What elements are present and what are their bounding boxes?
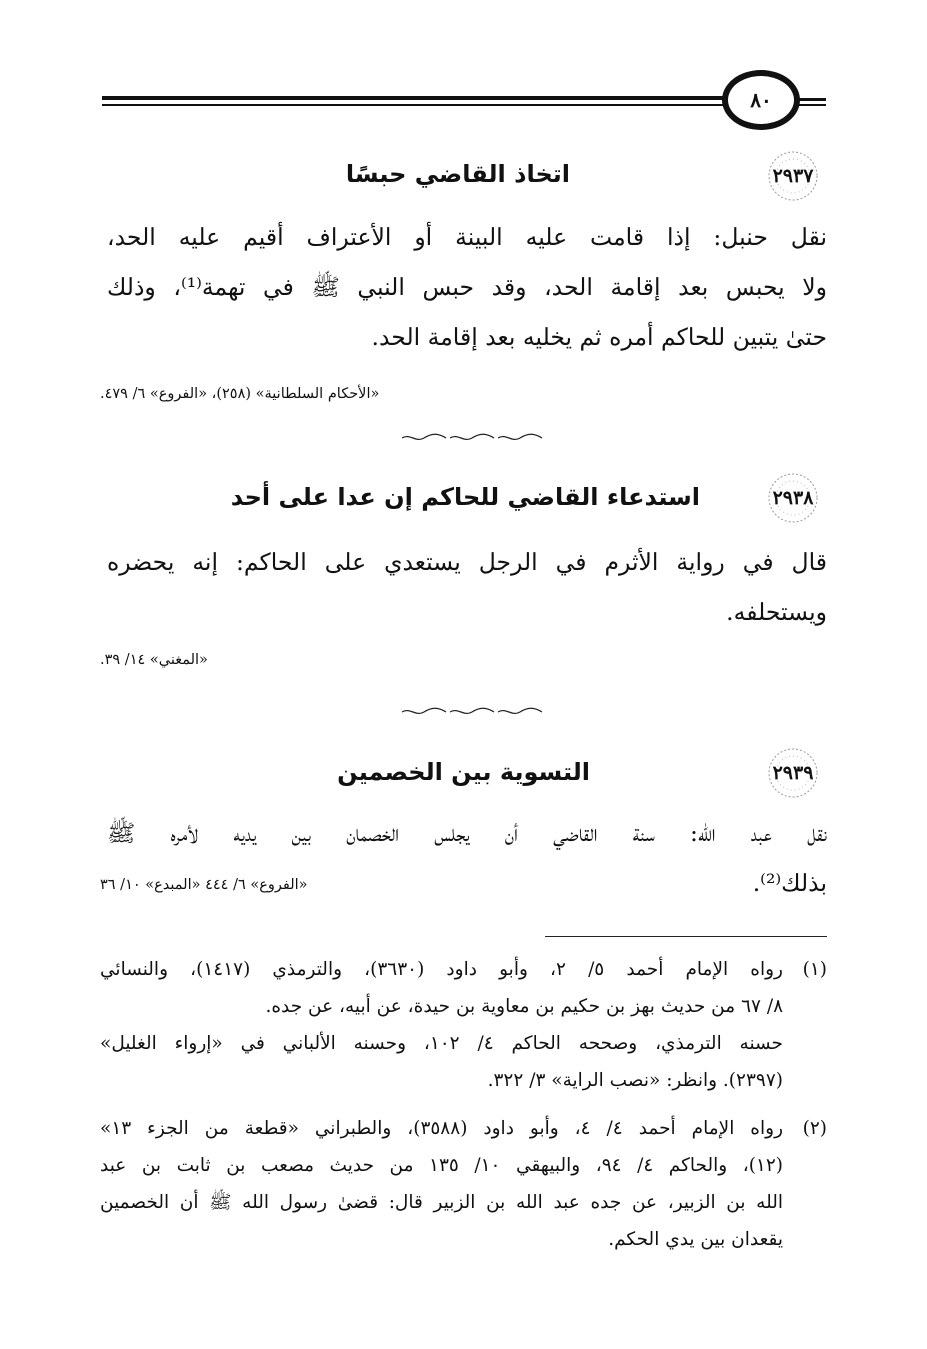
entry-number: ٢٩٣٨: [772, 487, 814, 509]
entry-title: اتخاذ القاضي حبسًا: [345, 160, 570, 188]
footnote-line: رواه الإمام أحمد ٤/ ٤، وأبو داود (٣٥٨٨)، والطبراني «قطعة من الجزء ١٣»: [100, 1118, 784, 1139]
entry-number: ٢٩٣٩: [772, 762, 814, 784]
entry-body: [107, 212, 827, 362]
divider-ornament: [400, 707, 544, 717]
body-line: ويستحلفه.: [726, 598, 827, 626]
footnote-line: (١٢)، والحاكم ٤/ ٩٤، والبيهقي ١٠/ ١٣٥ من حديث مصعب بن ثابت بن عبد: [100, 1155, 784, 1176]
body-line: بذلك⁽²⁾.: [752, 869, 827, 897]
entry-number: ٢٩٣٧: [772, 165, 814, 187]
footnote-marker: (٢): [802, 1118, 827, 1139]
entry-number-badge: [757, 148, 829, 204]
body-line: نقل عبد الله: سنة القاضي أن يجلس الخصمان بين يديه لأمره ﷺ: [107, 819, 827, 847]
page-number: ٨٠: [722, 70, 800, 130]
entry-body: [107, 808, 827, 908]
body-line: نقل حنبل: إذا قامت عليه البينة أو الأعتراف أقيم عليه الحد،: [107, 223, 827, 251]
body-line: ولا يحبس بعد إقامة الحد، وقد حبس النبي ﷺ في تهمة⁽¹⁾، وذلك: [107, 273, 827, 301]
source-reference: «الأحكام السلطانية» (٢٥٨)، «الفروع» ٦/ ٤٧٩.: [100, 386, 380, 402]
footnote: [100, 951, 827, 1099]
source-reference: «المغني» ١٤/ ٣٩.: [100, 652, 208, 668]
entry-title: التسوية بين الخصمين: [337, 758, 590, 786]
body-line: حتىٰ يتبين للحاكم أمره ثم يخليه بعد إقامة الحد.: [371, 323, 827, 351]
entry-number-badge: [757, 745, 829, 801]
footnote: [100, 1110, 827, 1258]
entry-number-badge: [757, 470, 829, 526]
footnote-line: يقعدان بين يدي الحكم.: [608, 1229, 783, 1250]
footnote-line: ٨/ ٦٧ من حديث بهز بن حكيم بن معاوية بن حيدة، عن أبيه، عن جده.: [265, 996, 783, 1017]
header-rule: [102, 92, 728, 114]
footnote-line: الله بن الزبير، عن جده عبد الله بن الزبير قال: قضىٰ رسول الله ﷺ أن الخصمين: [100, 1192, 783, 1213]
body-line: قال في رواية الأثرم في الرجل يستعدي على الحاكم: إنه يحضره: [107, 548, 827, 576]
divider-ornament: [400, 433, 544, 443]
footnote-marker: (١): [802, 959, 827, 980]
source-reference: «الفروع» ٦/ ٤٤٤ «المبدع» ١٠/ ٣٦: [100, 877, 308, 893]
footnote-separator: [545, 936, 827, 937]
footnote-line: حسنه الترمذي، وصححه الحاكم ٤/ ١٠٢، وحسنه الألباني في «إرواء الغليل»: [100, 1033, 783, 1054]
header-rule-tail: [798, 98, 826, 101]
entry-title: استدعاء القاضي للحاكم إن عدا على أحد: [230, 483, 700, 511]
footnote-line: (٢٣٩٧). وانظر: «نصب الراية» ٣/ ٣٢٢.: [487, 1070, 783, 1091]
entry-body: [107, 537, 827, 637]
footnote-line: رواه الإمام أحمد ٥/ ٢، وأبو داود (٣٦٣٠)، والترمذي (١٤١٧)، والنسائي: [100, 959, 783, 980]
header-rule-tail: [798, 104, 826, 106]
